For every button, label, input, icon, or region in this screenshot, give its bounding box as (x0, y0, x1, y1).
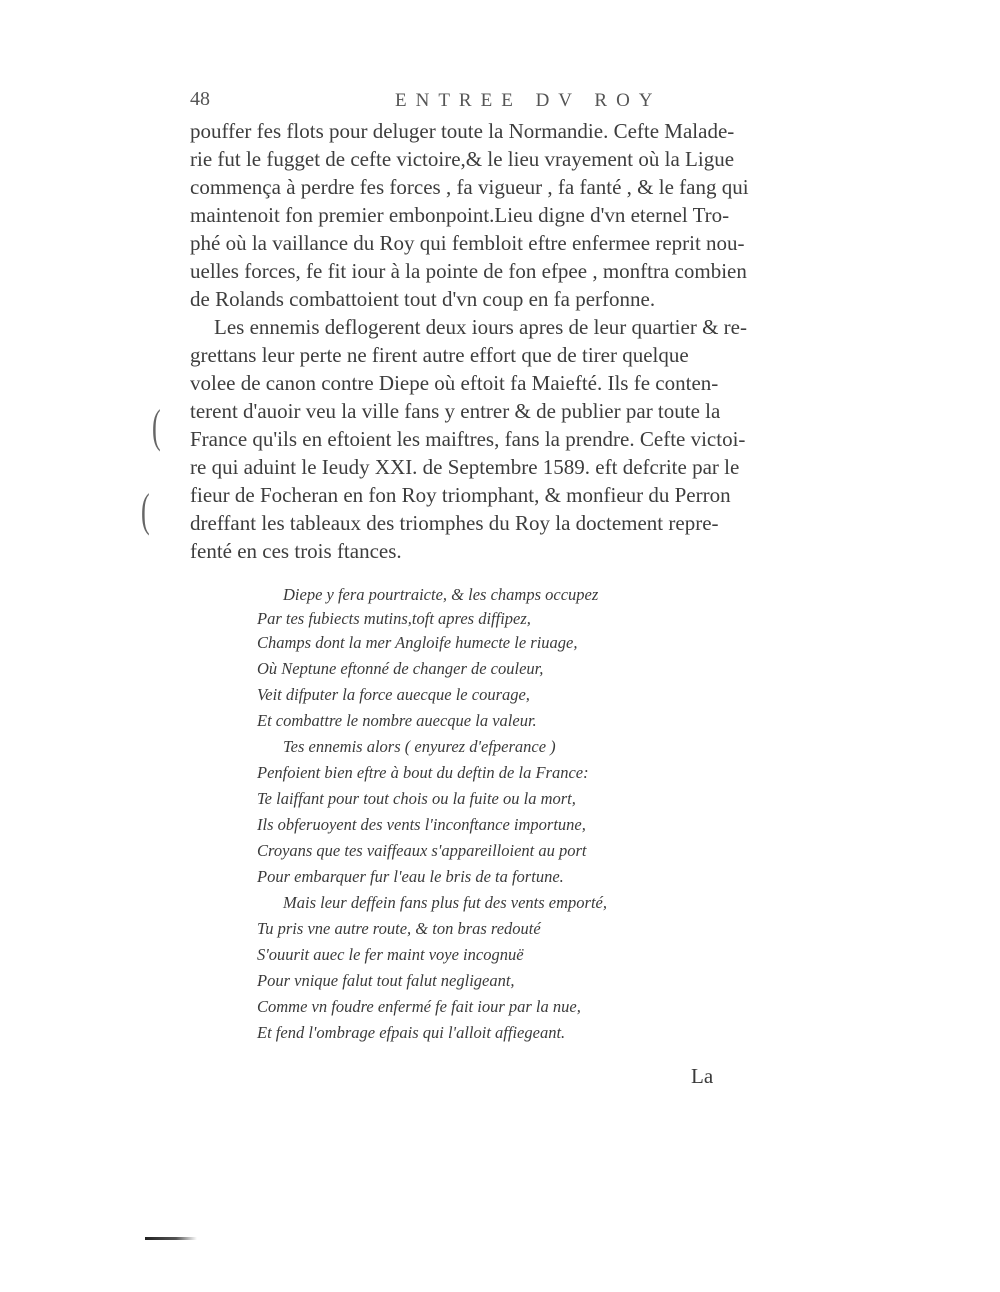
prose-line: maintenoit fon premier embonpoint.Lieu digne d'vn eternel Tro- (190, 203, 730, 227)
page-number: 48 (190, 88, 210, 110)
running-head: ENTREE DV ROY (395, 90, 662, 111)
prose-line: fieur de Focheran en fon Roy triomphant, & monfieur du Perron (190, 483, 731, 507)
verse-line: Penfoient bien eftre à bout du deftin de la France: (257, 763, 589, 782)
prose-line: rie fut le fugget de cefte victoire,& le lieu vrayement où la Ligue (190, 147, 735, 171)
verse-line: Tes ennemis alors ( enyurez d'efperance ) (283, 737, 556, 756)
verse-line: Pour vnique falut tout falut negligeant, (257, 971, 515, 990)
page-header (190, 88, 830, 118)
verse-line: Tu pris vne autre route, & ton bras redouté (257, 919, 541, 938)
verse-line: Par tes fubiects mutins,toft apres diffipez, (257, 609, 531, 628)
margin-mark: ( (152, 400, 161, 453)
prose-line: terent d'auoir veu la ville fans y entrer & de publier par toute la (190, 399, 721, 423)
prose-line: de Rolands combattoient tout d'vn coup en fa perfonne. (190, 287, 656, 311)
verse-line: Croyans que tes vaiffeaux s'appareilloient au port (257, 841, 587, 860)
verse-line: Veit difputer la force auecque le courage, (257, 685, 530, 704)
prose-line: dreffant les tableaux des triomphes du Roy la doctement repre- (190, 511, 719, 535)
verse-line: S'ouurit auec le fer maint voye incognuë (257, 945, 524, 964)
prose-line: pouffer fes flots pour deluger toute la Normandie. Cefte Malade- (190, 119, 735, 143)
prose-line: phé où la vaillance du Roy qui fembloit eftre enfermee reprit nou- (190, 231, 745, 255)
verse-line: Diepe y fera pourtraicte, & les champs occupez (283, 585, 599, 604)
prose-line: fenté en ces trois ftances. (190, 539, 402, 563)
verse-line: Te laiffant pour tout chois ou la fuite ou la mort, (257, 789, 576, 808)
verse-line: Comme vn foudre enfermé fe fait iour par la nue, (257, 997, 581, 1016)
verse-line: Et combattre le nombre auecque la valeur. (257, 711, 537, 730)
verse-line: Mais leur deffein fans plus fut des vents emporté, (283, 893, 607, 912)
prose-line: volee de canon contre Diepe où eftoit fa Maiefté. Ils fe conten- (190, 371, 719, 395)
verse-line: Champs dont la mer Angloife humecte le riuage, (257, 633, 578, 652)
prose-line: uelles forces, fe fit iour à la pointe de fon efpee , monftra combien (190, 259, 747, 283)
scan-mark (145, 1237, 197, 1240)
prose-line: France qu'ils en eftoient les maiftres, fans la prendre. Cefte victoi- (190, 427, 746, 451)
catchword: La (691, 1064, 714, 1088)
prose-line: Les ennemis deflogerent deux iours apres de leur quartier & re- (214, 315, 747, 339)
verse-line: Et fend l'ombrage efpais qui l'alloit affiegeant. (257, 1023, 566, 1042)
verse-line: Ils obferuoyent des vents l'inconftance importune, (257, 815, 586, 834)
verse-line: Où Neptune eftonné de changer de couleur, (257, 659, 544, 678)
prose-line: re qui aduint le Ieudy XXI. de Septembre 1589. eft defcrite par le (190, 455, 740, 479)
verse-line: Pour embarquer fur l'eau le bris de ta fortune. (257, 867, 564, 886)
prose-line: grettans leur perte ne firent autre effort que de tirer quelque (190, 343, 689, 367)
margin-mark: ( (141, 484, 150, 537)
prose-line: commença à perdre fes forces , fa vigueur , fa fanté , & le fang qui (190, 175, 749, 199)
